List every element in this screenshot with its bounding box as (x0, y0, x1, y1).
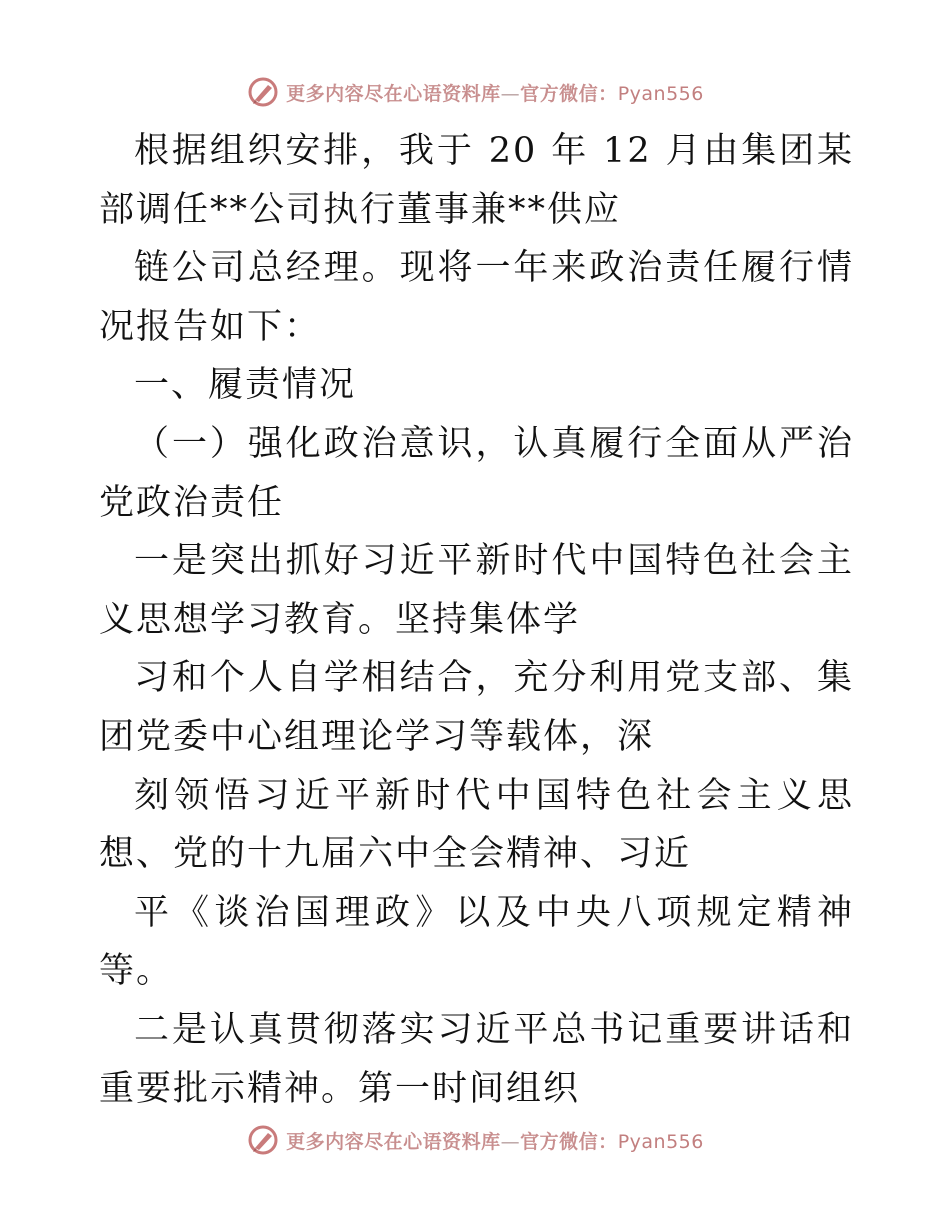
subsection-heading: （一）强化政治意识，认真履行全面从严治党政治责任 (99, 423, 854, 523)
document-body (99, 122, 854, 1118)
header-watermark (0, 72, 950, 112)
paragraph: 根据组织安排，我于 20 年 12 月由集团某部调任**公司执行董事兼**供应 (99, 131, 854, 230)
paragraph: 链公司总经理。现将一年来政治责任履行情况报告如下： (99, 248, 854, 347)
paragraph: 习和个人自学相结合，充分利用党支部、集团党委中心组理论学习等载体，深 (99, 658, 854, 757)
watermark-text: 更多内容尽在心语资料库—官方微信：Pyan556 (286, 1130, 704, 1153)
section-heading: 一、履责情况 (134, 365, 357, 406)
pen-logo-icon (246, 1123, 280, 1157)
paragraph: 二是认真贯彻落实习近平总书记重要讲话和重要批示精神。第一时间组织 (99, 1009, 854, 1109)
pen-logo-icon (246, 75, 280, 109)
paragraph: 一是突出抓好习近平新时代中国特色社会主义思想学习教育。坚持集体学 (99, 541, 854, 640)
footer-watermark (0, 1120, 950, 1160)
watermark-text: 更多内容尽在心语资料库—官方微信：Pyan556 (286, 82, 704, 105)
paragraph: 平《谈治国理政》以及中央八项规定精神等。 (99, 892, 854, 992)
paragraph: 刻领悟习近平新时代中国特色社会主义思想、党的十九届六中全会精神、习近 (99, 775, 854, 875)
